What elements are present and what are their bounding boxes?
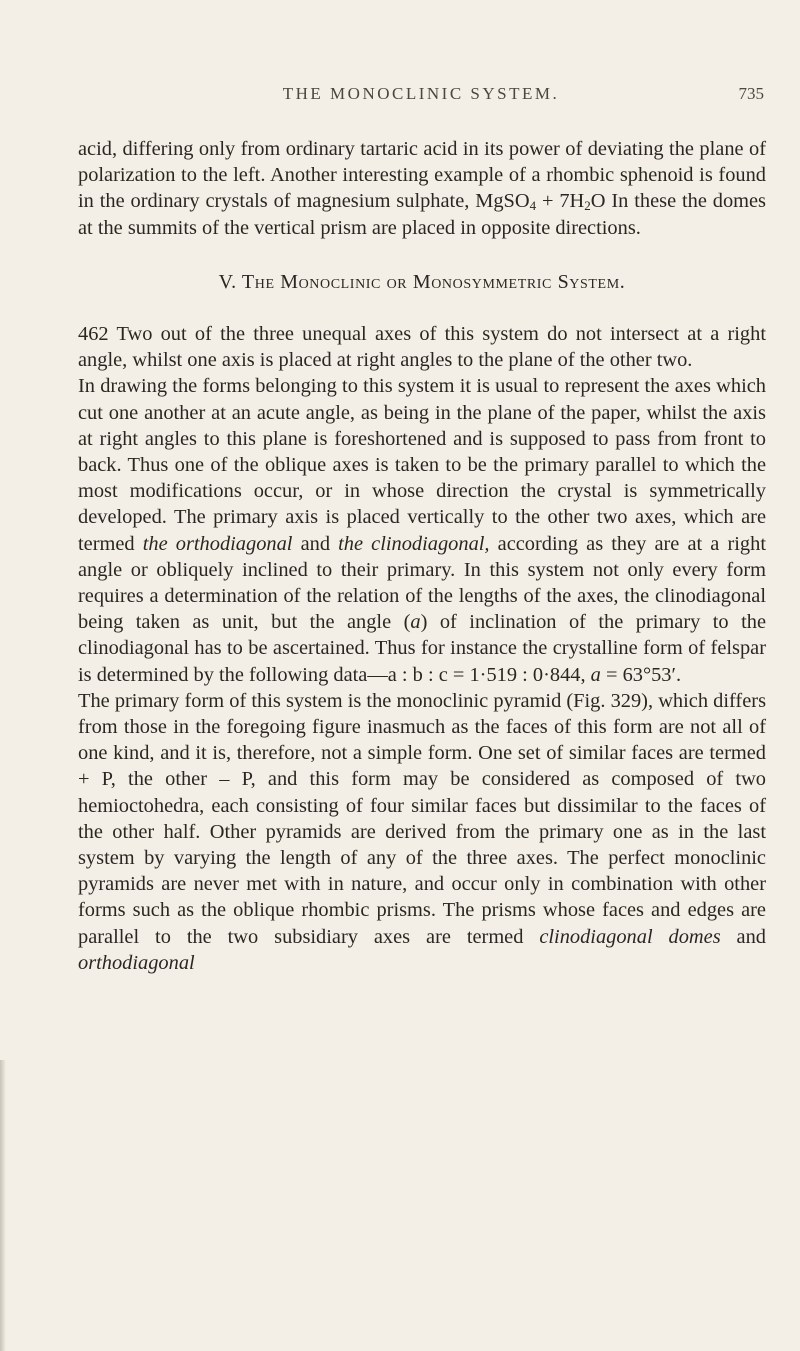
italic-symbol: a bbox=[590, 663, 601, 686]
running-head bbox=[78, 84, 764, 110]
text-run: = 63°53′. bbox=[600, 663, 682, 686]
text-run: according as they are at a right angle or obliquely inclined to their primary. In this system not only every form requires a determination of the relation of the lengths of the axes, the clinodiagonal being taken as unit, but the angle ( bbox=[78, 532, 766, 634]
body-text bbox=[78, 136, 766, 976]
text-run: Two out of the three unequal axes of this system do not intersect at a right angle, whilst one axis is placed at right angles to the plane of the other two. bbox=[78, 323, 766, 372]
page-number: 735 bbox=[738, 84, 764, 103]
text-run: In drawing the forms belonging to this system it is usual to represent the axes which cut one another at an acute angle, as being in the plane of the paper, whilst the axis at right angles to this plane is foreshortened and is supposed to pass from front to back. Thus one of the oblique axes is taken to be the primary parallel to which the most modifications occur, or in whose direction the crystal is symmetrically developed. The primary axis is placed vertically to the other two axes, which are termed bbox=[78, 375, 766, 555]
paragraph-primary-form bbox=[78, 688, 766, 976]
italic-term: the clinodiagonal, bbox=[338, 532, 490, 555]
text-run: O In these the domes at the summits of the vertical prism are placed in opposite directions. bbox=[78, 190, 766, 239]
paragraph-number: 462 bbox=[78, 323, 109, 346]
text-run: and bbox=[720, 925, 766, 948]
text-run: + 7H bbox=[536, 190, 585, 213]
italic-term: the orthodiagonal bbox=[142, 532, 293, 555]
page-binding-shadow bbox=[0, 1060, 6, 1351]
paragraph-462 bbox=[78, 321, 766, 373]
subscript: 4 bbox=[529, 198, 537, 214]
subscript: 2 bbox=[584, 198, 591, 214]
text-run: The primary form of this system is the monoclinic pyramid (Fig. 329), which differs from those in the foregoing figure inasmuch as the faces of this form are not all of one kind, and it is, therefore, not a simple form. One set of similar faces are termed + P, the other – P, and this form may be considered as composed of two hemioctohedra, each consisting of four similar faces but dissimilar to the faces of the other half. Other pyramids are derived from the primary one as in the last system by varying the length of any of the three axes. The perfect monoclinic pyramids are never met with in nature, and occur only in combination with other forms such as the oblique rhombic prisms. The prisms whose faces and edges are parallel to the two subsidiary axes are termed bbox=[78, 689, 766, 948]
italic-term: orthodiagonal bbox=[78, 951, 195, 974]
text-run: acid, differing only from ordinary tartaric acid in its power of deviating the plane of polarization to the left. Another interesting example of a rhombic sphenoid is found in the ordinary crystals of magnesium sulphate, MgSO bbox=[78, 138, 766, 213]
text-run: ) of inclination of the primary to the clinodiagonal has to be ascertained. Thus for instance the crystalline form of felspar is determined by the following data—a : b : c = 1·519 : 0·844, bbox=[78, 611, 766, 686]
paragraph-axes bbox=[78, 373, 766, 687]
italic-term: clinodiagonal domes bbox=[539, 925, 721, 948]
text-run: and bbox=[292, 532, 339, 555]
italic-symbol: a bbox=[410, 611, 421, 634]
section-heading: V. The Monoclinic or Monosymmetric System. bbox=[218, 270, 626, 293]
paragraph-continuation bbox=[78, 136, 766, 241]
running-title: THE MONOCLINIC SYSTEM. bbox=[282, 84, 560, 103]
